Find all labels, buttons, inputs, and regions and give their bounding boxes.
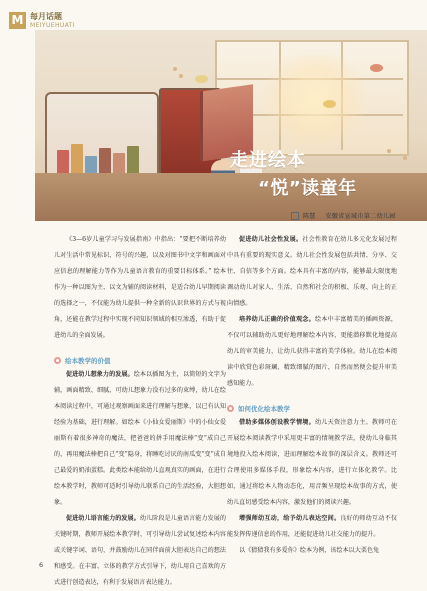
- title-line-1: 走进绘本: [230, 150, 306, 171]
- intro-paragraph: 《3—6岁儿童学习与发展指南》中指出：“要把不断培养幼儿对生活中常见标识、符号的兴趣，以及对图书中文字和画面对应信息的理解能力等作为儿童语言教育的重要目标体系。” 绘本作为一种以图为主、以文为辅的阅读材料，是适合幼儿早期阅读的选择之一，不仅能为幼儿提供一种全新的认识世界的方式与视角，还能在教学过程中实现不同知识领域的相互渗透，有助于促进幼儿的全面发展。: [54, 236, 226, 339]
- bird-illustration: [370, 64, 383, 72]
- column-header: [9, 8, 99, 32]
- flower-icon: [227, 405, 234, 412]
- section-title: 如何优化绘本教学: [238, 405, 290, 413]
- title-line-2-suffix: 读童年: [301, 178, 357, 199]
- paragraph-heading: 促进幼儿想象力的发展。: [66, 371, 134, 378]
- paragraph-heading: 促进幼儿语言能力的发展。: [66, 515, 140, 522]
- column-title: 每月话题: [30, 12, 62, 21]
- column-header-text: [30, 11, 75, 29]
- left-column: [54, 232, 226, 591]
- paragraph-heading: 增强师幼互动，给予幼儿表达空间。: [239, 515, 341, 522]
- paragraph-heading: 培养幼儿正确的价值观念。: [239, 316, 315, 323]
- paragraph-imagination: [54, 367, 226, 511]
- page-number: 6: [39, 561, 44, 569]
- sunlight-illustration: [260, 55, 370, 145]
- paragraph-values: [227, 312, 397, 392]
- column-subtitle: MEIYUEHUATI: [30, 22, 75, 29]
- article-title: [230, 146, 400, 200]
- paragraph-interaction: [227, 511, 397, 543]
- paragraph-language: [54, 511, 226, 591]
- section-heading-value: [54, 356, 226, 365]
- bird-illustration: [323, 100, 336, 108]
- paragraph-social: [227, 232, 397, 312]
- right-column: [227, 232, 397, 559]
- section-heading-optimize: [227, 404, 397, 413]
- paragraph-heading: 借助多媒体创设教学情境。: [239, 419, 315, 426]
- paragraph-body: 绘本以插图为主，以简短的文字为辅，画面精致、细腻，可幼儿想象力没有过多的束缚，幼儿在绘本阅读过程中，可通过观察画面来进行理解与想象，以已有认知经验为基础，进行理解。如绘本《小仙女爱丽斯》中的小仙女爱丽斯有着很多神奇的魔法，把爸爸的拼手用魔法棒“变”成自己的，再用魔法棒把自己“变”隐身，将睡吃讨厌的南瓜变“变”成自己最爱的奶油蛋糕。此类绘本能给幼儿直观真实的画面，在进行绘本教学时，教师可适时引导幼儿联系自己的生活经验，大胆想象。: [54, 371, 226, 506]
- section-title: 绘本教学的价值: [65, 357, 111, 365]
- author-organization: 安徽省宣城市第二幼儿园: [325, 213, 396, 220]
- title-line-2: [258, 174, 400, 200]
- paragraph-example: 以《猜猜我有多爱你》绘本为例，该绘本以大栗色兔: [239, 547, 380, 554]
- paragraph-multimedia: [227, 415, 397, 511]
- byline: [291, 211, 396, 220]
- paragraph-body: 社会性教育在幼儿多元化发展过程中具有重要的现实意义。幼儿社会性发展包括共情、分享、交往、自信等多个方面。绘本具有丰富的内容，能够最大限度地调动幼儿对家人、生活、自然和社会的积极、乐观、向上的正向情感。: [227, 236, 398, 307]
- bird-illustration: [195, 75, 208, 83]
- byline-box-icon: [291, 212, 299, 220]
- author-name: 陈慧: [303, 213, 316, 220]
- paragraph-body: 良好的师幼互动不仅能发挥传递信息的作用，还能促进幼儿社交能力的提升。: [227, 515, 398, 538]
- paragraph-heading: 促进幼儿社会性发展。: [239, 236, 303, 243]
- title-line-2-prefix: “悦”: [258, 178, 302, 199]
- flower-icon: [54, 357, 61, 364]
- paragraph-body: 绘本中丰富精美的插画资源，不仅可以辅助幼儿更好地理解绘本内容，更能潜移默化地提高幼儿的审美能力，让幼儿获得丰富的美学体验。幼儿在绘本阅读中欣赏色彩斑斓、精致细腻的图片，自然而然便会提升审美感知能力。: [227, 316, 397, 387]
- paragraph-body: 幼儿天资注意力主。教师可在开展绘本阅读教学中采用更丰富的情境教学法，使幼儿身临其境地投入绘本阅读，进而理解绘本故事的深层含义。教师还可合理使用多媒体手段，形象绘本内容，进行立体化教学。比如，通过将绘本人物动态化，用音频呈现绘本故事的方式，使幼儿直切感受绘本内容，激发他们的阅读兴趣。: [227, 419, 397, 506]
- paragraph-body: 幼儿阶段是儿童语言能力发展的关键时期，教师开展绘本教学时，可引导幼儿尝试复述绘本内容或关键字词、语句，并鼓励幼儿在同伴面前大胆表达自己的想法和感受。在丰富、立体的教学方式引导下，幼儿用自己喜欢的方式进行创造表达，有利于发展语言表达能力。: [54, 515, 226, 586]
- column-logo: M: [9, 12, 26, 29]
